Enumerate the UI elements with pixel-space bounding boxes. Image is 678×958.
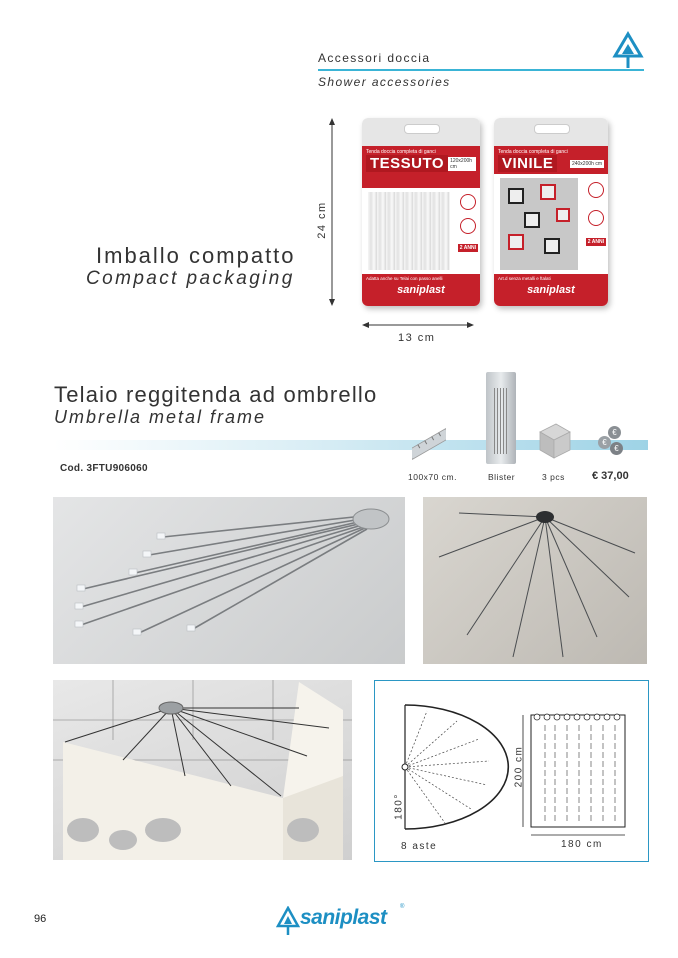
width-label: 13 cm (398, 332, 436, 344)
box1-years: 2 ANNI (459, 245, 476, 251)
diagram-box (374, 680, 649, 862)
box1-feature-icon (460, 218, 476, 234)
ruler-icon (412, 422, 446, 466)
box2-feature-icon (588, 182, 604, 198)
box2-years: 2 ANNI (587, 239, 604, 245)
euro-coins-icon: € € € (598, 426, 624, 456)
product-title-en: Umbrella metal frame (54, 407, 267, 427)
registered-mark: ® (400, 904, 405, 910)
photo-frame-installed (53, 680, 352, 860)
blister-icon (486, 372, 516, 464)
photo-frame-folded (53, 497, 405, 664)
saniplast-logo-icon (612, 30, 644, 70)
diagram-rods-label: 8 aste (401, 841, 438, 852)
box2-name: VINILE (498, 155, 557, 172)
diagram-angle-label: 180° (393, 793, 405, 820)
width-dimension-arrow (362, 320, 474, 330)
height-label: 24 cm (316, 201, 328, 239)
footer-brand: saniplast (300, 906, 387, 929)
box1-curtain-image (368, 192, 450, 270)
box2-size: 240x200h cm (571, 160, 602, 167)
box2-curtain-image (500, 178, 578, 270)
packaging-box-tessuto (362, 118, 480, 306)
category-title-en: Shower accessories (318, 75, 451, 89)
box2-subtitle: Tenda doccia completa di ganci (498, 149, 568, 155)
box1-size: 120x200h cm (448, 157, 476, 171)
box2-footer: Art.d senza metalli e ftalati (498, 276, 551, 281)
header-rule (318, 69, 644, 71)
product-title-it: Telaio reggitenda ad ombrello (54, 382, 378, 407)
box1-footer: Adatta anche su Telai con passo anelli (366, 276, 443, 281)
product-code: Cod. 3FTU906060 (60, 463, 148, 474)
box-icon (536, 420, 574, 460)
box1-brand: saniplast (397, 284, 445, 296)
packaging-box-vinile (494, 118, 608, 306)
box1-feature-icon (460, 194, 476, 210)
category-title-it: Accessori doccia (318, 51, 431, 65)
spec-pack: Blister (488, 472, 516, 482)
packaging-title-it: Imballo compatto (96, 243, 296, 268)
box1-name: TESSUTO (366, 155, 448, 172)
spec-size: 100x70 cm. (408, 472, 457, 482)
product-price: € 37,00 (592, 470, 629, 482)
spec-qty: 3 pcs (542, 472, 565, 482)
box2-brand: saniplast (527, 284, 575, 296)
box2-feature-icon (588, 210, 604, 226)
diagram-height-label: 200 cm (513, 745, 525, 788)
box1-subtitle: Tenda doccia completa di ganci (366, 149, 436, 155)
saniplast-logo-icon (276, 906, 300, 936)
packaging-title-en: Compact packaging (86, 268, 295, 289)
page-number: 96 (34, 913, 47, 925)
photo-frame-spread (423, 497, 647, 664)
diagram-width-label: 180 cm (561, 839, 603, 850)
